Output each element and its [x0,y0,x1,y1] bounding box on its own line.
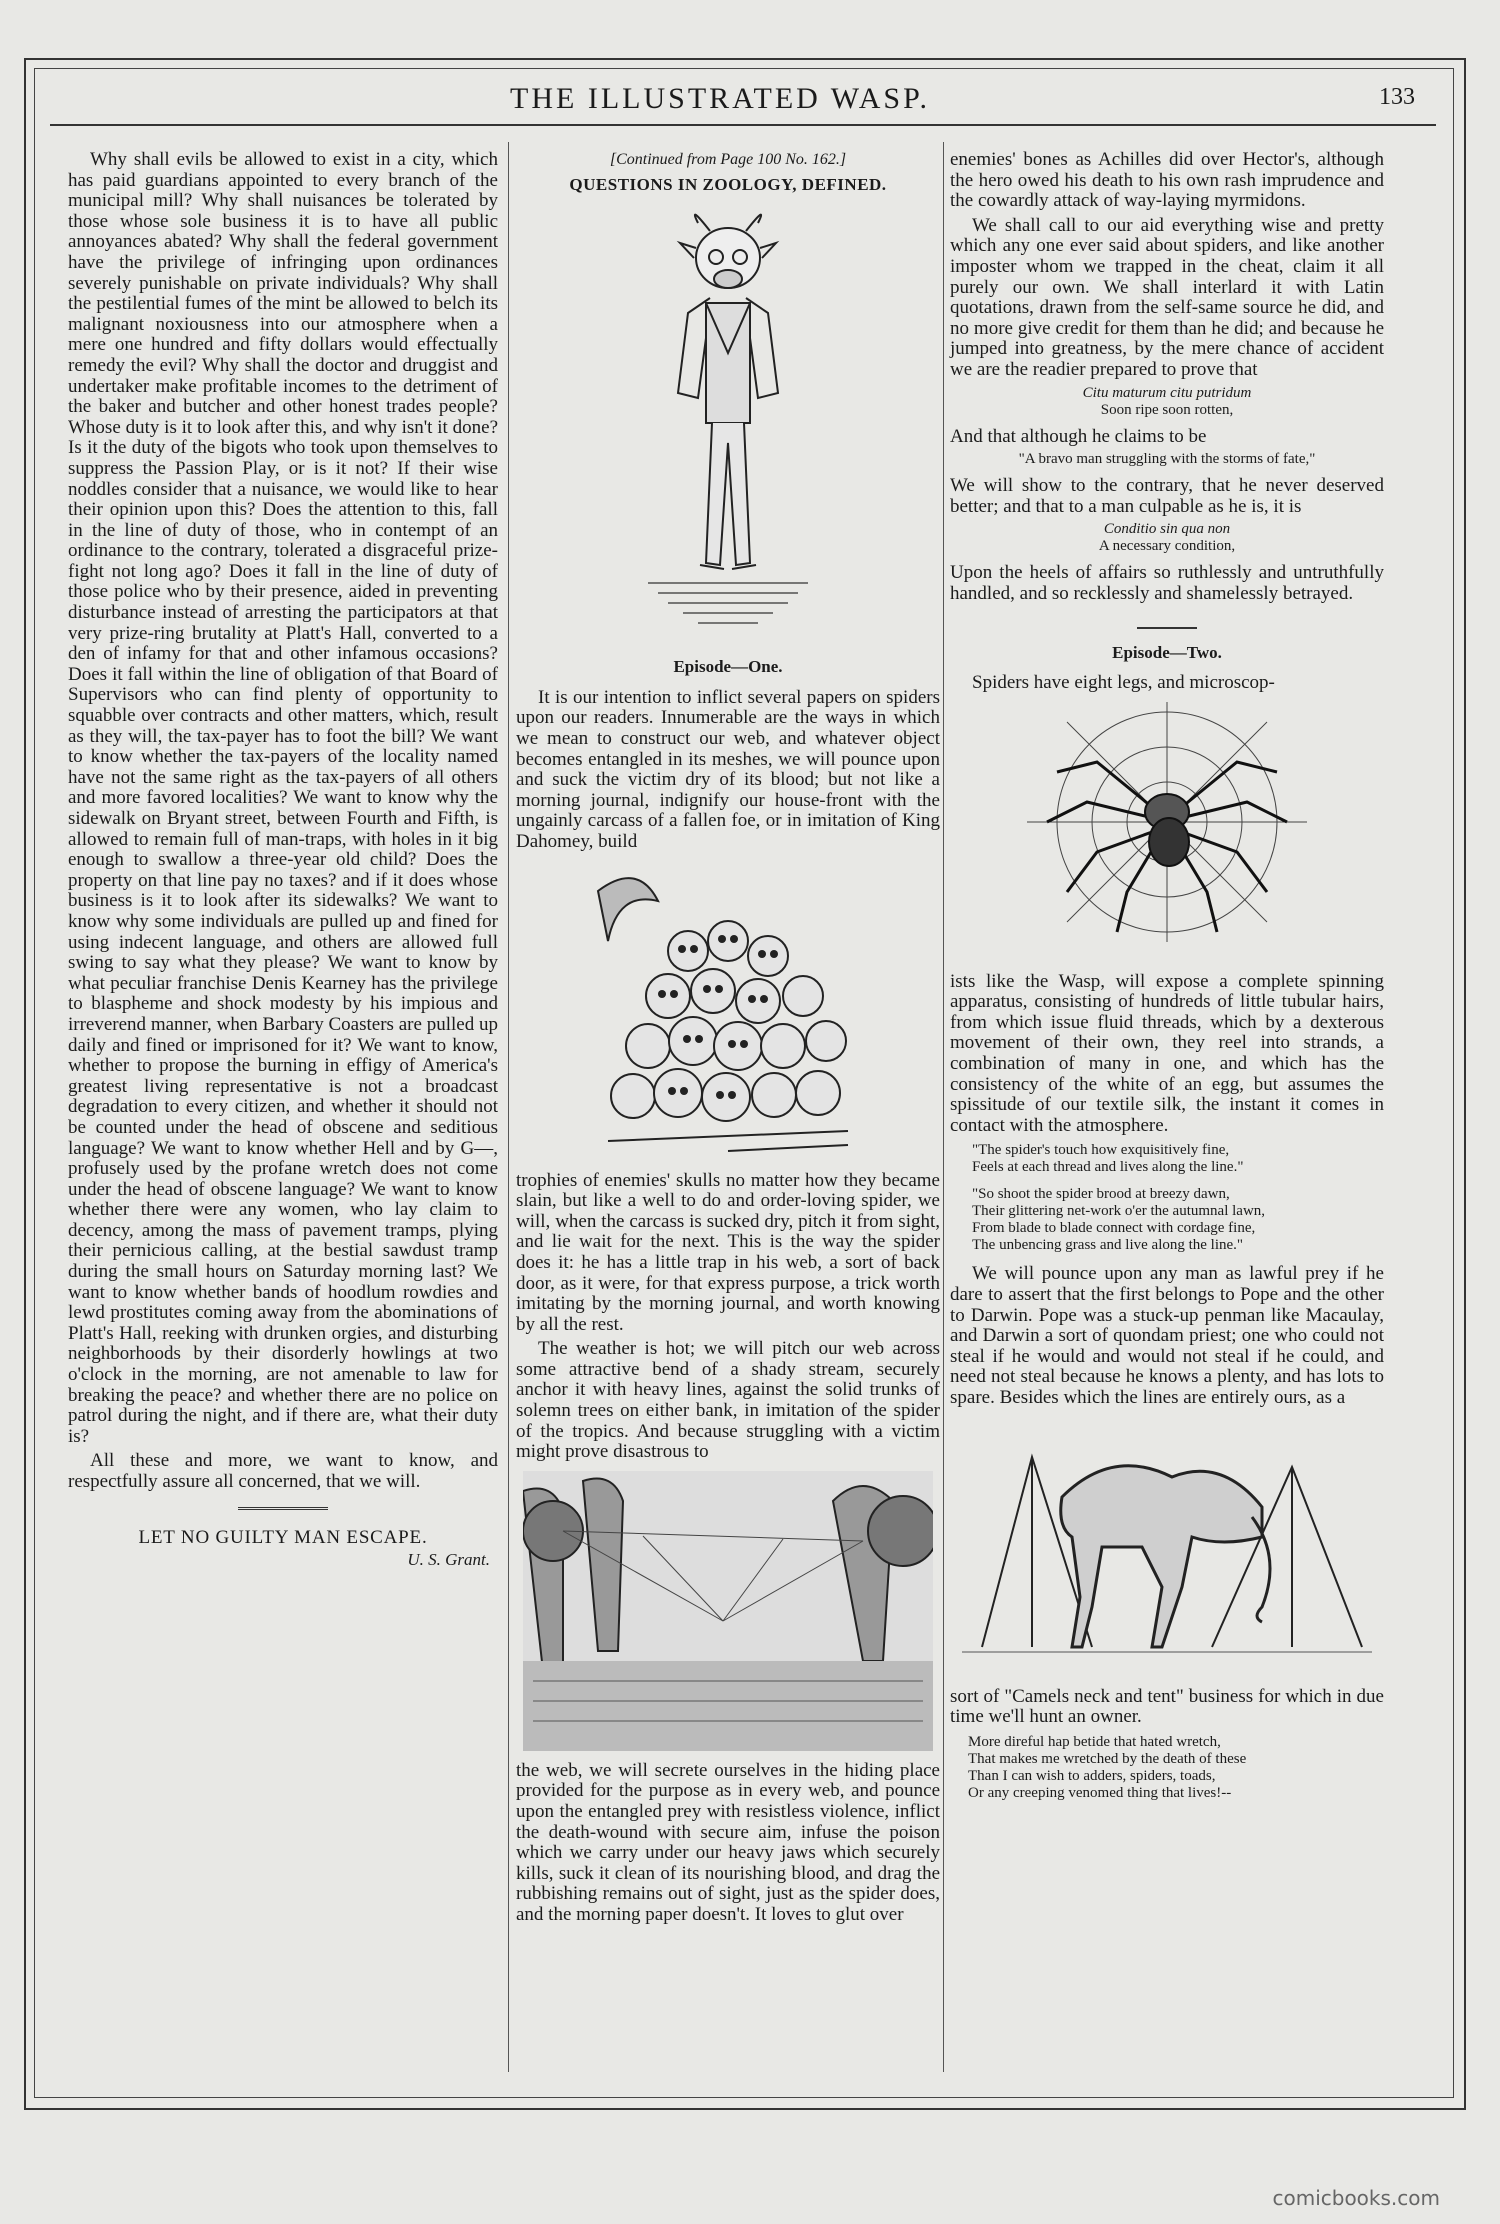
poem-one-line-2: Feels at each thread and lives along the line." [972,1159,1244,1176]
continued-note: [Continued from Page 100 No. 162.] [609,151,847,168]
episode-one-para-2: trophies of enemies' skulls no matter how they became slain, but like a well to do and order-loving spider, we will, when the carcass is sucked dry, pitch it from sight, and lie wait for the next. This is the way the spider does it: he has a little trap in his web, a sort of back door, as it were, for that express purpose, a trick worth imitating by the morning journal, and worth knowing by all the rest. [516,1169,940,1335]
separator-rule [238,1507,328,1510]
latin-quote-2: Conditio sin qua non [1103,521,1231,538]
episode-one-para-4: the web, we will secrete ourselves in the hiding place provided for the purpose as in every web, and pounce upon the entangled prey with resistless violence, inflict the death-wound with secure aim, infuse the poison which we carry under our heavy jaws which securely kills, suck it clean of its nourishing blood, and drag the rubbishing remains out of sight, just as the spider does, and the morning paper doesn't. It loves to glut over [516,1759,940,1925]
source-watermark: comicbooks.com [1272,2186,1440,2210]
right-para-8: sort of "Camels neck and tent" business for which in due time we'll hunt an owner. [950,1685,1384,1728]
right-para-5: Spiders have eight legs, and microscop- [972,672,1275,694]
motto-attribution: U. S. Grant. [407,1550,490,1570]
poem-three-line-2: That makes me wretched by the death of these [968,1750,1247,1767]
poem-two-line-4: The unbencing grass and live along the line." [972,1237,1244,1254]
poem-two-line-2: Their glittering net-work o'er the autumnal lawn, [972,1203,1266,1220]
editorial-closing: All these and more, we want to know, and respectfully assure all concerned, that we will. [68,1450,498,1492]
cow-headed-man-illustration [628,203,828,643]
right-para-7: We will pounce upon any man as lawful prey if he dare to assert that the first belongs to Pope and the other to Darwin. Pope was a stuck-up penman like Macaulay, and Darwin a sort of quondam priest; one who could not steal if he would and would not steal if he could, and need not steal because he knows a plenty, and has lots to spare. Besides which the lines are entirely ours, as a [950,1263,1384,1408]
episode-one-para-1: It is our intention to inflict several papers on spiders upon our readers. Innumerable are the ways in which we mean to construct our web, and whatever object becomes entangled in its meshes, we will pounce upon and suck the victim dry of its blood; but not like a morning journal, indignify our house-front with the ungainly carcass of a fallen foe, or in imitation of King Dahomey, build [516,686,940,852]
poem-two-line-3: From blade to blade connect with cordage fine, [972,1220,1256,1237]
poem-one-line-1: "The spider's touch how exquisitively fine, [972,1142,1230,1159]
spider-illustration [987,702,1347,962]
motto-heading: LET NO GUILTY MAN ESCAPE. [138,1526,428,1548]
poem-three-line-3: Than I can wish to adders, spiders, toads, [968,1767,1216,1784]
page-number: 133 [1379,84,1415,110]
episode-one-para-3: The weather is hot; we will pitch our web across some attractive bend of a shady stream, securely anchor it with heavy lines, against the solid trunks of solemn trees on either bank, in imitation of the spider of the tropics. And because struggling with a victim might prove disastrous to [516,1338,940,1463]
episode-two-heading: Episode—Two. [1112,642,1222,662]
article-title: QUESTIONS IN ZOOLOGY, DEFINED. [569,174,887,194]
skull-pile-illustration [578,861,878,1161]
page-header [40,78,1415,118]
poem-one [972,1142,1384,1176]
poem-two [972,1186,1384,1254]
column-right [950,150,1384,1812]
poem-three-line-1: More direful hap betide that hated wretch, [968,1733,1221,1750]
right-para-2: We shall call to our aid everything wise and pretty which any one ever said about spiders, and like another imposter whom we trapped in the cheat, claim it all purely our own. We shall interlard it with Latin quotations, drawn from the self-same source he did, and no more give credit for them than he did; and because he jumped into greatness, by the mere chance of accident we are the readier prepared to prove that [950,214,1384,380]
latin-quote-1: Citu maturum citu putridum [1082,384,1252,401]
header-rule [50,124,1436,126]
latin-translation-1: Soon ripe soon rotten, [1100,401,1234,418]
jungle-stream-illustration [523,1471,933,1751]
episode-one-heading: Episode—One. [673,657,783,677]
column-middle [516,150,940,1930]
right-line-and: And that although he claims to be [950,425,1207,447]
right-para-4: Upon the heels of affairs so ruthlessly and untruthfully handled, and so recklessly and shamelessly betrayed. [950,562,1384,604]
separator-rule-2 [1137,627,1197,629]
column-left [68,150,498,1571]
editorial-body: Why shall evils be allowed to exist in a city, which has paid guardians appointed to every branch of the municipal mill? Why shall nuisances be tolerated by those whose sole business it is to have all public annoyances abated? Why shall the federal government have the privilege of infringing upon ordinances severely punishable on private individuals? Why shall the pestilential fumes of the mint be allowed to belch its malignant noxiousness into our atmosphere when a mere one hundred and fifty dollars would effectually remedy the evil? Why shall the doctor and druggist and undertaker make profitable incomes to the detriment of the baker and butcher and other honest trades people? Whose duty is it to look after this, and why isn't it done? Is it the duty of the bigots who took upon themselves to suppress the Passion Play, or is it not? If their wise noddles consider that a nuisance, we would like to hear their opinion upon this? Does the attention to this, fall in the line of duty of those, who in contempt of an ordinance to the contrary, tolerated a disgraceful prize-fight not long ago? Does it fall in the line of duty of those police who by their presence, aided in preventing disturbance instead of arresting the participators at that very prize-ring brutality at Platt's Hall, converted to a den of infamy for that and other infamous occasions? Does it fall within the line of obligation of that Board of Supervisors who can find plenty of opportunity to squabble over contracts and other matters, which, result as they will, the tax-payer has to foot the bill? We want to know whether the tax-payers of the locality named have not the same right as the tax-payers of all others and more favored localities? We want to know why the sidewalk on Bryant street, between Fourth and Fifth, is allowed to remain full of man-traps, with holes in it big enough to swallow a three-year old child? Does the property on that line pay no taxes? and if it does whose business is it to look after its sidewalks? We want to know why some individuals are pulled up and fined for using indecent language, and others are allowed full swing to say what they please? We want to know by what peculiar franchise Denis Kearney has the privilege to blaspheme and shock modesty by his impious and irreverend manner, when Barbary Coasters are pulled up daily and fined or imprisoned for it? We want to know, whether to propose the burning in effigy of America's greatest living representative is not a broadcast degradation to every citizen, and whether it should not be counted under the head of obscene and seditious language? We want to know whether Hell and by G—, profusely used by the profane wretch does not come under the head of obscene language? We want to know whether there were any women, who lay claim to decency, among the mass of pavement tramps, plying their pernicious calling, at the bestial sawdust tramp during the small hours on Saturday morning last? We want to know whether bands of hoodlum rowdies and lewd prostitutes coming away from the abominations of Platt's Hall, reeking with drunken orgies, and disturbing neighborhoods by their disorderly howlings at two o'clock in the morning, are not amenable to law for breaking the peace? and whether there are no police on patrol during the night, and if there are, what their duty is? [68,149,498,1447]
latin-translation-2: A necessary condition, [1098,538,1236,555]
right-para-6: ists like the Wasp, will expose a complete spinning apparatus, consisting of hundreds of little tubular hairs, from which issue fluid threads, which by a dexterous movement of their own, they reel into strands, a combination of many in one, and which has the consistency of the white of an egg, but assumes the spissitude of our textile silk, the instant it comes in contact with the atmosphere. [950,970,1384,1136]
right-para-3: We will show to the contrary, that he never deserved better; and that to a man culpable as he is, it is [950,475,1384,517]
column-divider-2 [943,142,944,2072]
column-divider-1 [508,142,509,2072]
poem-three-line-4: Or any creeping venomed thing that lives!-- [968,1784,1232,1801]
right-para-1: enemies' bones as Achilles did over Hector's, although the hero owed his death to his own rash imprudence and the cowardly attack of way-laying myrmidons. [950,149,1384,212]
bravo-quote: "A bravo man struggling with the storms of fate," [1018,451,1316,468]
masthead: THE ILLUSTRATED WASP. [510,82,930,115]
poem-two-line-1: "So shoot the spider brood at breezy dawn, [972,1186,1230,1203]
camel-tent-illustration [962,1417,1372,1677]
poem-three [968,1734,1384,1802]
